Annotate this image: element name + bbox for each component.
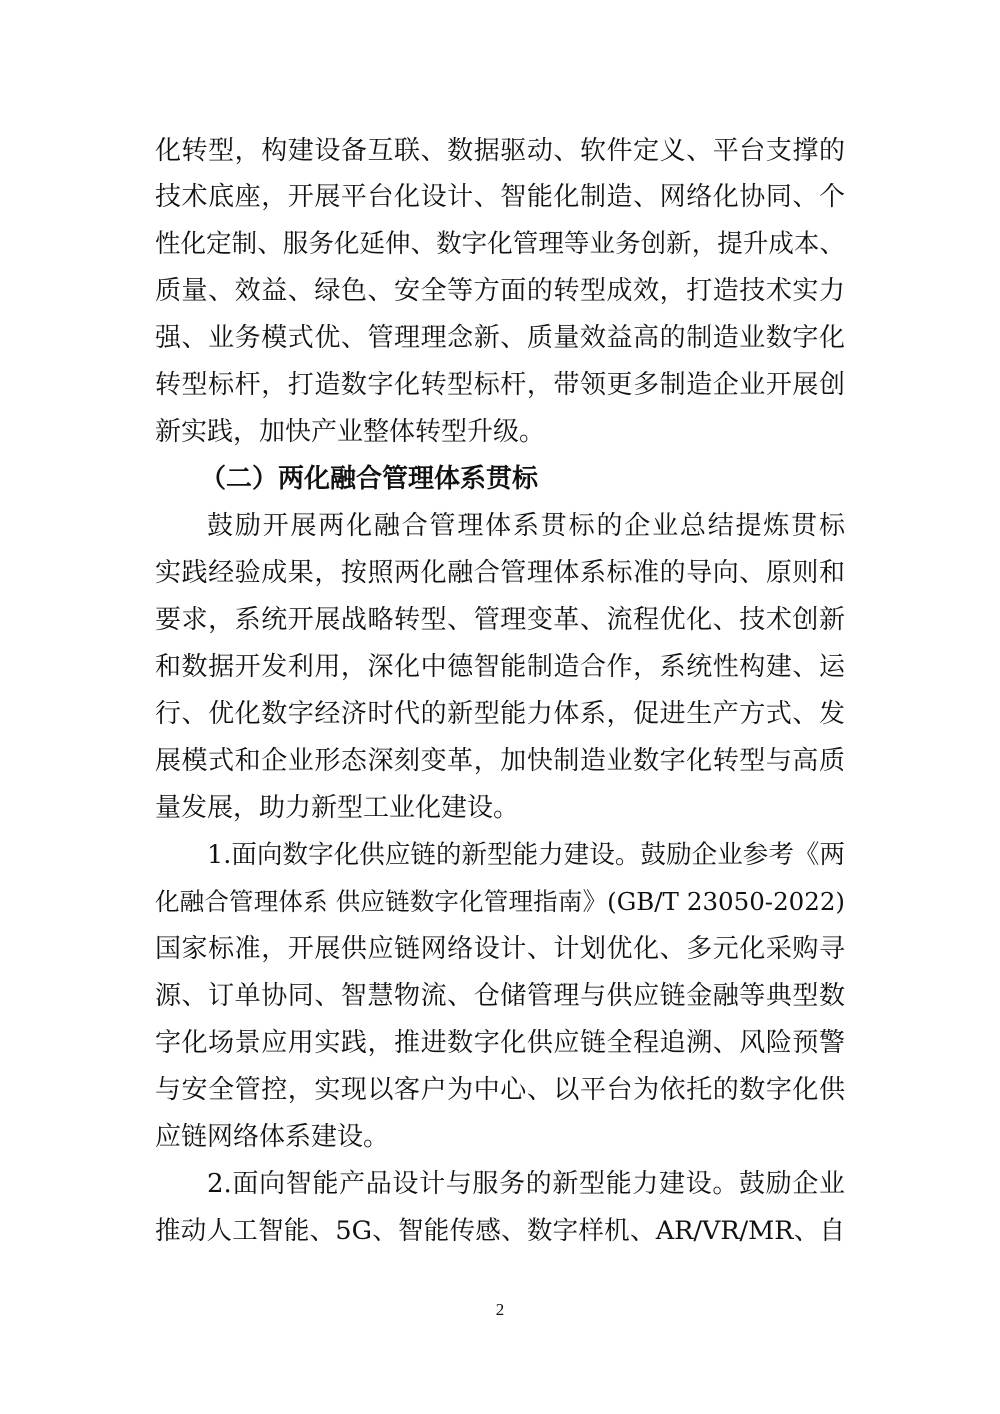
p2-line-4: 和数据开发利用，深化中德智能制造合作，系统性构建、运 bbox=[155, 652, 845, 682]
p1-line-6: 转型标杆，打造数字化转型标杆，带领更多制造企业开展创 bbox=[155, 370, 845, 400]
p2-line-7: 量发展，助力新型工业化建设。 bbox=[155, 793, 520, 823]
p1-line-5: 强、业务模式优、管理理念新、质量效益高的制造业数字化 bbox=[155, 323, 845, 353]
p1-line-4: 质量、效益、绿色、安全等方面的转型成效，打造技术实力 bbox=[155, 276, 845, 306]
p3-line-3: 国家标准，开展供应链网络设计、计划优化、多元化采购寻 bbox=[155, 934, 845, 964]
page-number: 2 bbox=[495, 1300, 505, 1319]
p2-line-3: 要求，系统开展战略转型、管理变革、流程优化、技术创新 bbox=[155, 605, 845, 635]
p2-line-5: 行、优化数字经济时代的新型能力体系，促进生产方式、发 bbox=[155, 699, 845, 729]
p1-line-1: 化转型，构建设备互联、数据驱动、软件定义、平台支撑的 bbox=[155, 136, 845, 166]
p2-line-2: 实践经验成果，按照两化融合管理体系标准的导向、原则和 bbox=[155, 558, 845, 588]
p3-line-4: 源、订单协同、智慧物流、仓储管理与供应链金融等典型数 bbox=[155, 981, 845, 1011]
p2-line-1: 鼓励开展两化融合管理体系贯标的企业总结提炼贯标 bbox=[207, 511, 845, 541]
p3-line-2: 化融合管理体系 供应链数字化管理指南》(GB/T 23050-2022) bbox=[155, 887, 845, 916]
p1-line-7: 新实践，加快产业整体转型升级。 bbox=[155, 417, 546, 447]
p3-line-5: 字化场景应用实践，推进数字化供应链全程追溯、风险预警 bbox=[155, 1028, 845, 1058]
section-heading: （二）两化融合管理体系贯标 bbox=[200, 464, 539, 494]
p3-line-1: 1.面向数字化供应链的新型能力建设。鼓励企业参考《两 bbox=[207, 840, 845, 870]
p1-line-3: 性化定制、服务化延伸、数字化管理等业务创新，提升成本、 bbox=[155, 229, 845, 259]
p4-line-1: 2.面向智能产品设计与服务的新型能力建设。鼓励企业 bbox=[207, 1169, 845, 1199]
p3-line-6: 与安全管控，实现以客户为中心、以平台为依托的数字化供 bbox=[155, 1075, 845, 1105]
p2-line-6: 展模式和企业形态深刻变革，加快制造业数字化转型与高质 bbox=[155, 746, 845, 776]
p1-line-2: 技术底座，开展平台化设计、智能化制造、网络化协同、个 bbox=[155, 182, 845, 212]
p3-line-7: 应链网络体系建设。 bbox=[155, 1122, 390, 1152]
p4-line-2: 推动人工智能、5G、智能传感、数字样机、AR/VR/MR、自 bbox=[155, 1216, 845, 1246]
